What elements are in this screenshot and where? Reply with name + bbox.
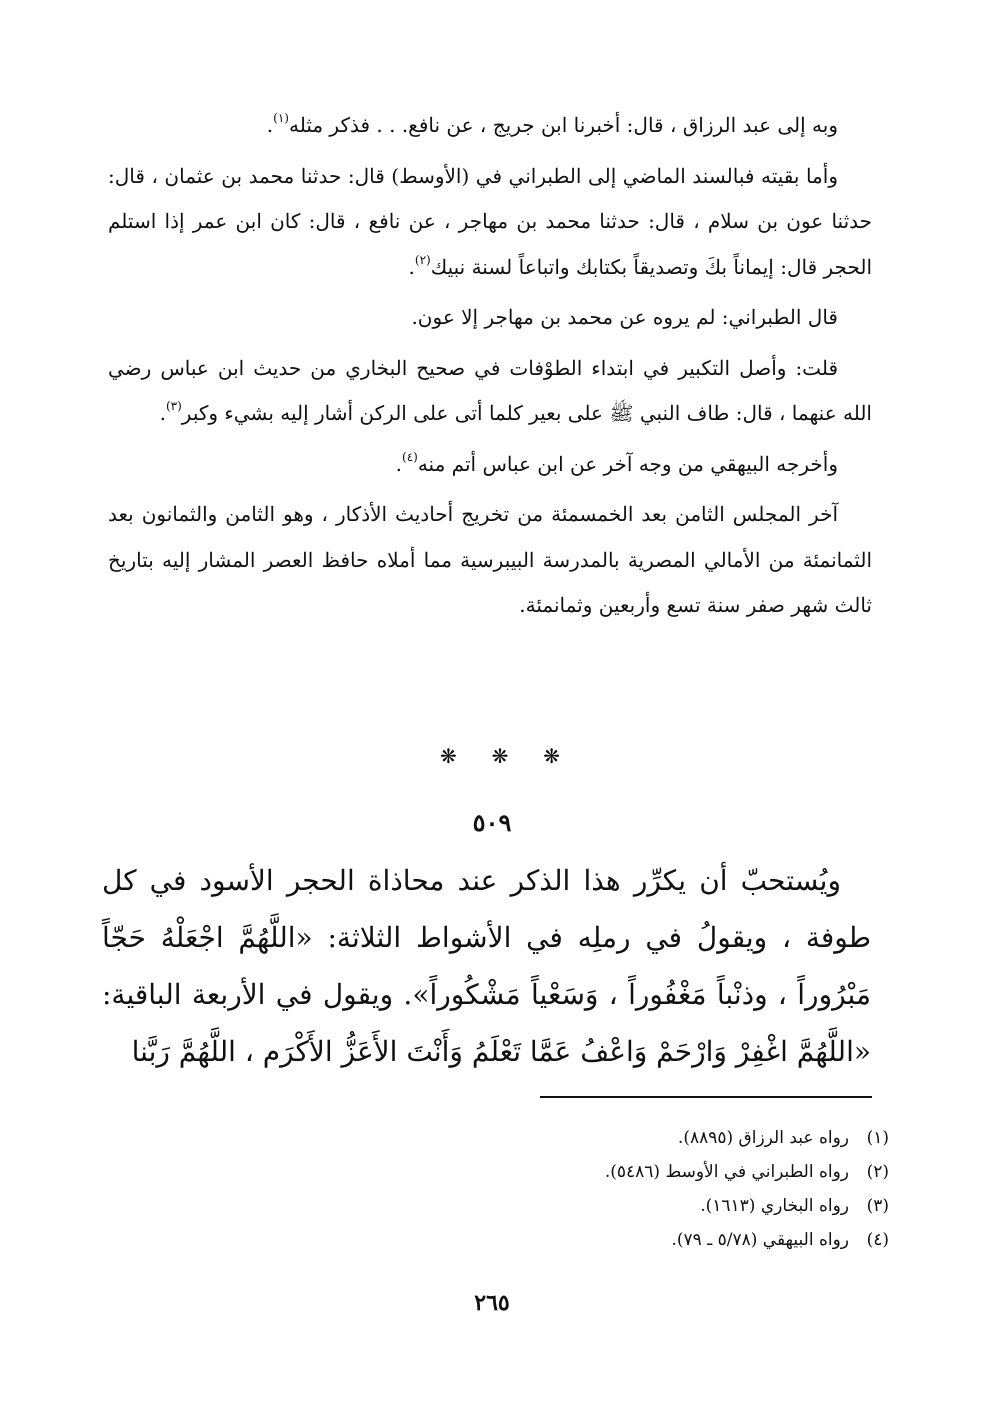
paragraph: وأخرجه البيهقي من وجه آخر عن ابن عباس أتم منه$^{(٤)}$.: [395, 449, 838, 476]
footnote-number: (١): [866, 1128, 889, 1148]
hadith-text: [102, 852, 871, 1080]
asterism-icon: ❋: [491, 744, 509, 768]
footnote-text: رواه عبد الرزاق (٨٨٩٥).: [677, 1128, 849, 1148]
footnote-ref: (٢): [414, 252, 431, 267]
page-number: ٢٦٥: [474, 1290, 510, 1316]
footnote-text: رواه البخاري (١٦١٣).: [700, 1196, 849, 1216]
entry-number: ٥٠٩: [472, 808, 512, 837]
footnote-number: (٤): [866, 1230, 889, 1250]
asterism-icon: ❋: [543, 744, 560, 768]
section-separator: [440, 744, 560, 768]
footnote: [489, 1155, 889, 1189]
footnote-divider: [540, 1096, 872, 1098]
paragraph: قال الطبراني: لم يروه عن محمد بن مهاجر إلا عون.: [411, 305, 838, 329]
paragraph: وبه إلى عبد الرزاق ، قال: أخبرنا ابن جريج ، عن نافع. . . فذكر مثله$^{(١)}$.: [266, 111, 838, 137]
paragraph: وأما بقيته فبالسند الماضي إلى الطبراني في (الأوسط) قال: حدثنا محمد بن عثمان ، قال: حدثنا عون بن سلام ، قال: حدثنا محمد بن مهاجر ، عن نافع ، قال: كان ابن عمر إذا استلم الحجر قال: إيماناً بكَ وتصديقاً بكتابك واتباعاً لسنة نبيك$^{(٢)}$.: [108, 163, 872, 279]
paragraph: آخر المجلس الثامن بعد الخمسمئة من تخريج أحاديث الأذكار ، وهو الثامن والثمانون بعد الثمانمئة من الأمالي المصرية بالمدرسة البيبرسية مما أملاه حافظ العصر المشار إليه بتاريخ ثالث شهر صفر سنة تسع وأربعين وثمانمئة.: [108, 502, 872, 617]
footnote-ref: (١): [273, 111, 289, 125]
paragraph: قلت: وأصل التكبير في ابتداء الطوْفات في صحيح البخاري من حديث ابن عباس رضي الله عنهما ، قال: طاف النبي ﷺ على بعير كلما أتى على الركن أشار إليه بشيء وكبر$^{(٣)}$.: [108, 355, 872, 425]
footnote-ref: (٣): [165, 399, 182, 413]
footnote: [489, 1121, 889, 1155]
footnote-text: رواه الطبراني في الأوسط (٥٤٨٦).: [604, 1162, 849, 1182]
footnote-ref: (٤): [402, 449, 418, 464]
footnote: [489, 1189, 889, 1223]
footnote-number: (٣): [866, 1196, 889, 1216]
footnotes: [489, 1121, 889, 1257]
main-text: [108, 103, 872, 629]
footnote-number: (٢): [866, 1162, 889, 1182]
footnote-text: رواه البيهقي (٥/٧٨ ـ ٧٩).: [671, 1230, 849, 1250]
asterism-icon: ❋: [440, 744, 457, 768]
footnote: [489, 1223, 889, 1257]
hadith-paragraph: ويُستحبّ أن يكرِّر هذا الذكر عند محاذاة الحجر الأسود في كل طوفة ، ويقولُ في رملِه في الأشواط الثلاثة: «اللَّهُمَّ اجْعَلْهُ حَجّاً مَبْرُوراً ، وذنْباً مَغْفُوراً ، وَسَعْياً مَشْكُوراً». ويقول في الأربعة الباقية: «اللَّهُمَّ اغْفِرْ وَارْحَمْ وَاعْفُ عَمَّا تَعْلَمُ وَأَنْتَ الأَعَزُّ الأَكْرَم ، اللَّهُمَّ رَبَّنا: [102, 864, 871, 1068]
